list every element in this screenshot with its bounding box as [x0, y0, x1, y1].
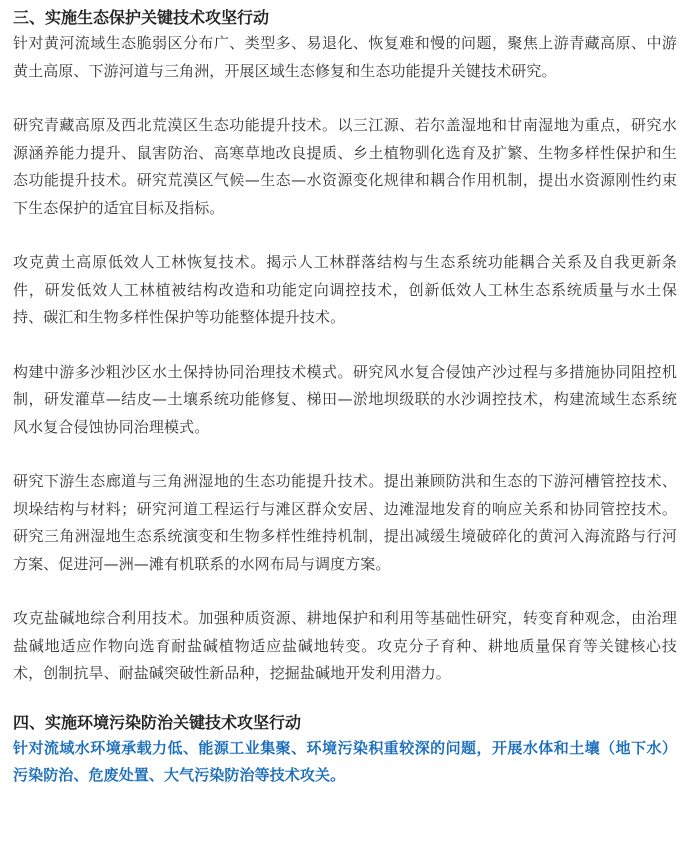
paragraph-loess-plateau: 攻克黄土高原低效人工林恢复技术。揭示人工林群落结构与生态系统功能耦合关系及自我更新条件，研发低效人工林植被结构改造和功能定向调控技术，创新低效人工林生态系统质量与水土保持、碳汇和生物多样性保护等功能整体提升技术。 — [13, 253, 677, 326]
paragraph-sandy-area: 构建中游多沙粗沙区水土保持协同治理技术模式。研究风水复合侵蚀产沙过程与多措施协同阻控机制，研发灌草—结皮—土壤系统功能修复、梯田—淤地坝级联的水沙调控技术，构建流域生态系统风水复合侵蚀协同治理模式。 — [13, 362, 677, 436]
paragraph-spacer — [13, 85, 677, 112]
paragraph-saline-land: 攻克盐碱地综合利用技术。加强种质资源、耕地保护和利用等基础性研究，转变育种观念，由治理盐碱地适应作物向选育耐盐碱植物适应盐碱地转变。攻克分子育种、耕地质量保育等关键核心技术，创制抗旱、耐盐碱突破性新品种，挖掘盐碱地开发利用潜力。 — [13, 609, 677, 682]
paragraph-lower-reaches: 研究下游生态廊道与三角洲湿地的生态功能提升技术。提出兼顾防洪和生态的下游河槽管控技术、坝垛结构与材料；研究河道工程运行与滩区群众安居、边滩湿地发育的响应关系和协同管控技术。研究三角洲湿地生态系统演变和生物多样性维持机制，提出减缓生境破碎化的黄河入海流路与行河方案、促进河—洲—滩有机联系的水网布局与调度方案。 — [13, 472, 677, 573]
section-3-intro: 针对黄河流域生态脆弱区分布广、类型多、易退化、恢复难和慢的问题，聚焦上游青藏高原、中游黄土高原、下游河道与三角洲，开展区域生态修复和生态功能提升关键技术研究。 — [13, 34, 677, 80]
paragraph-spacer — [13, 688, 677, 711]
paragraph-spacer — [13, 222, 677, 249]
paragraph-qinghai-tibet: 研究青藏高原及西北荒漠区生态功能提升技术。以三江源、若尔盖湿地和甘南湿地为重点，研究水源涵养能力提升、鼠害防治、高寒草地改良提质、乡土植物驯化选育及扩繁、生物多样性保护和生态功能提升技术。研究荒漠区气候—生态—水资源变化规律和耦合作用机制，提出水资源刚性约束下生态保护的适宜目标及指标。 — [13, 116, 677, 217]
paragraph-spacer — [13, 332, 677, 359]
section-3-heading: 三、实施生态保护关键技术攻坚行动 — [13, 8, 270, 27]
section-4-intro: 针对流域水环境承载力低、能源工业集聚、环境污染积重较深的问题，开展水体和土壤（地下水）污染防治、危废处置、大气污染防治等技术攻关。 — [13, 738, 677, 784]
paragraph-spacer — [13, 441, 677, 468]
paragraph-spacer — [13, 578, 677, 605]
section-4-heading: 四、实施环境污染防治关键技术攻坚行动 — [13, 712, 302, 732]
